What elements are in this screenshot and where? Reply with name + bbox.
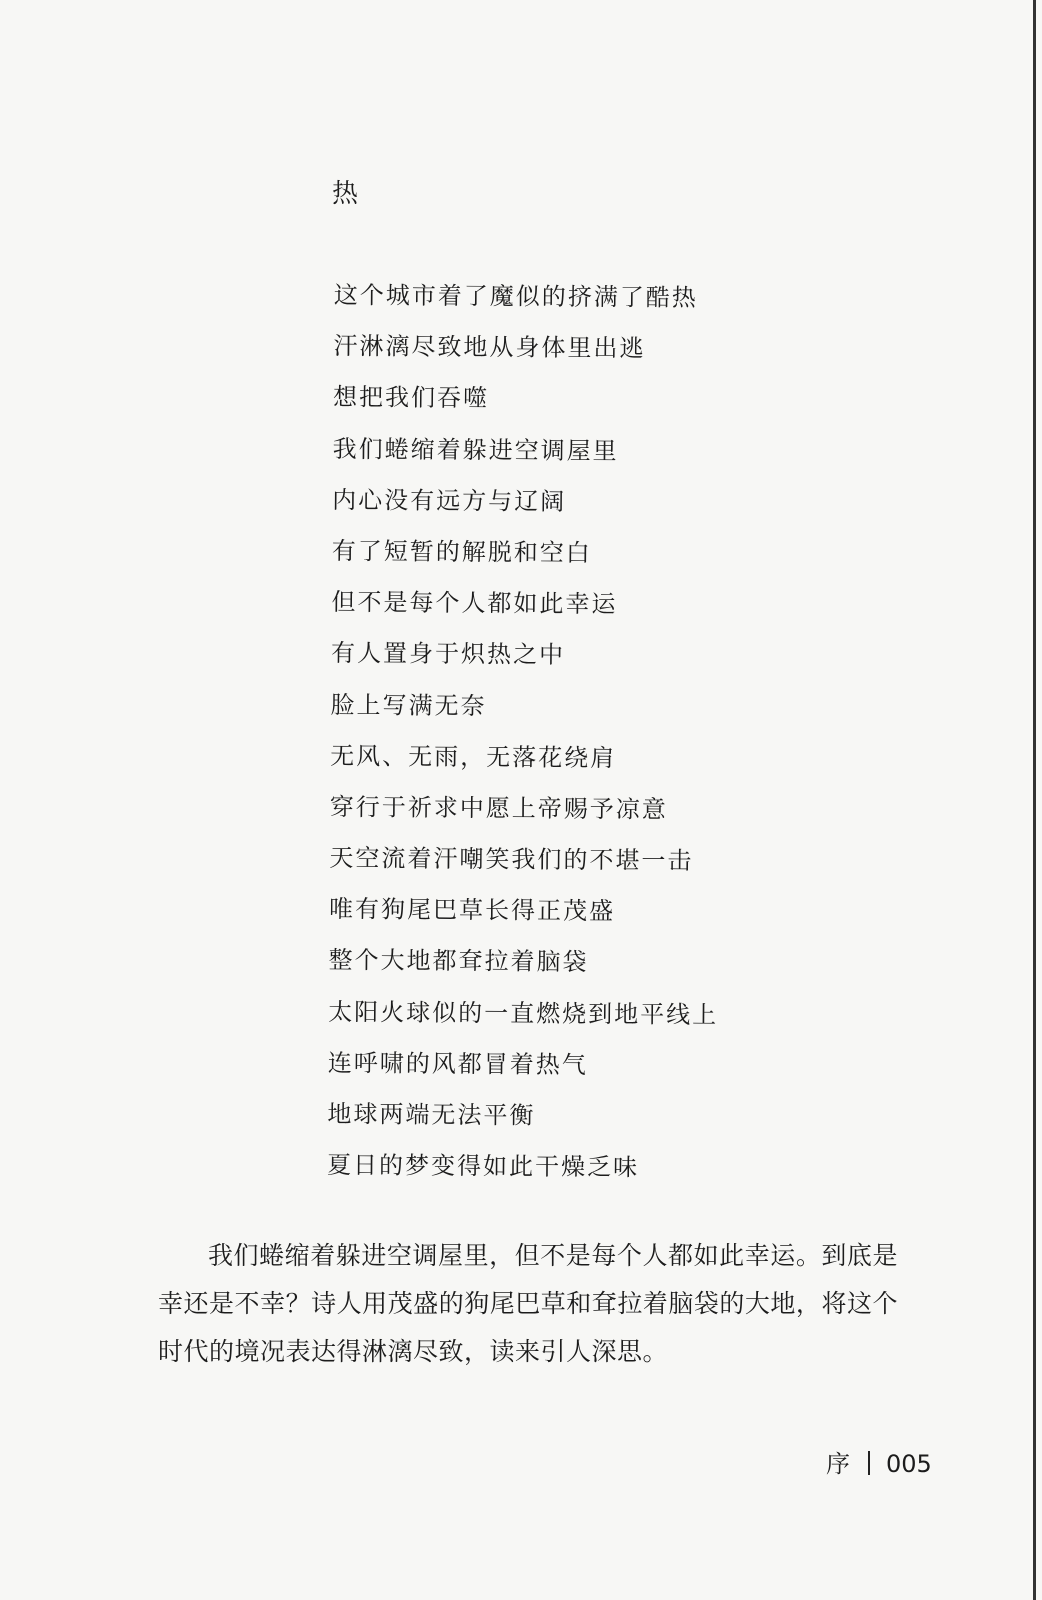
page-number: 005 — [886, 1450, 932, 1478]
footer-divider — [868, 1451, 870, 1475]
poem-line: 夏日的梦变得如此干燥乏味 — [326, 1151, 640, 1182]
poem-line: 连呼啸的风都冒着热气 — [327, 1048, 588, 1079]
poem-line: 穿行于祈求中愿上帝赐予凉意 — [329, 792, 668, 824]
poem-line: 有了短暂的解脱和空白 — [331, 536, 592, 567]
poem-body — [327, 275, 854, 1200]
poem-line: 脸上写满无奈 — [330, 690, 487, 720]
poem-title: 热 — [332, 179, 359, 209]
poem-line: 我们蜷缩着躲进空调屋里 — [332, 434, 619, 465]
poem-line: 汗淋漓尽致地从身体里出逃 — [333, 332, 646, 363]
poem-line: 天空流着汗嘲笑我们的不堪一击 — [329, 844, 694, 875]
section-label: 序 — [826, 1450, 850, 1478]
poem-line: 无风、无雨，无落花绕肩 — [330, 741, 617, 772]
poem-line: 唯有狗尾巴草长得正茂盛 — [328, 895, 616, 926]
poem-line: 整个大地都耷拉着脑袋 — [328, 946, 589, 977]
page-edge — [1033, 0, 1036, 1600]
poem-line: 有人置身于炽热之中 — [330, 639, 566, 670]
poem-line: 地球两端无法平衡 — [327, 1099, 536, 1130]
poem-line: 太阳火球似的一直燃烧到地平线上 — [328, 997, 719, 1029]
poem-line: 但不是每个人都如此幸运 — [331, 588, 618, 619]
poem-line: 想把我们吞噬 — [332, 383, 490, 413]
poem-line: 内心没有远方与辽阔 — [332, 485, 567, 516]
page-footer — [826, 1444, 932, 1484]
poem-line: 这个城市着了魔似的挤满了酷热 — [333, 280, 698, 312]
commentary-paragraph: 我们蜷缩着躲进空调屋里，但不是每个人都如此幸运。到底是幸还是不幸？诗人用茂盛的狗尾巴草和耷拉着脑袋的大地，将这个时代的境况表达得淋漓尽致，读来引人深思。 — [158, 1241, 898, 1366]
